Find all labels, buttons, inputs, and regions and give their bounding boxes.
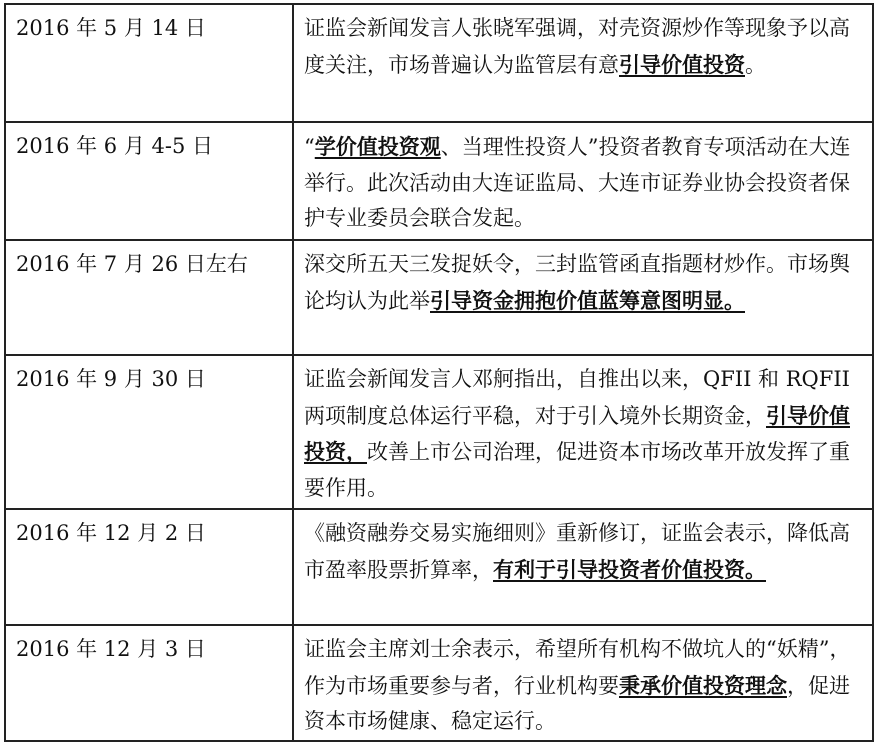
date-cell: 2016 年 9 月 30 日	[5, 355, 293, 509]
description-text: “	[304, 135, 315, 159]
highlighted-phrase: 学价值投资观	[314, 134, 441, 159]
description-text: 深交所五天三发捉妖令，三封监管函直指题材炒作。市场舆论均认为此举	[304, 252, 850, 313]
date-cell: 2016 年 12 月 3 日	[5, 625, 293, 741]
table-row	[5, 509, 873, 625]
highlighted-phrase: 有利于引导投资者价值投资。	[493, 556, 766, 582]
highlighted-phrase: 引导资金拥抱价值蓝筹意图明显。	[430, 287, 745, 313]
date-cell: 2016 年 12 月 2 日	[5, 509, 293, 625]
table-row	[5, 122, 873, 240]
highlighted-phrase: 引导价值投资	[619, 51, 745, 77]
table-row	[5, 4, 873, 122]
description-cell	[293, 240, 873, 355]
policy-events-table	[4, 3, 874, 742]
date-cell: 2016 年 6 月 4-5 日	[5, 122, 293, 240]
description-text: 《融资融券交易实施细则》重新修订，证监会表示，降低高市盈率股票折算率，	[304, 521, 850, 582]
table-row	[5, 355, 873, 509]
description-cell	[293, 355, 873, 509]
highlighted-phrase: 秉承价值投资理念	[619, 672, 787, 698]
description-text: 、当理性投资人”投资者教育专项活动在大连举行。此次活动由大连证监局、大连市证券业协会投资者保护专业委员会联合发起。	[304, 135, 851, 230]
description-text: 证监会主席刘士余表示，希望所有机构不做坑人的“妖精”，作为市场重要参与者，行业机构要	[304, 637, 851, 698]
description-text: ，促进资本市场健康、稳定运行。	[304, 673, 850, 733]
highlighted-phrase: 引导价值投资，	[304, 402, 850, 464]
description-text: 改善上市公司治理，促进资本市场改革开放发挥了重要作用。	[304, 440, 850, 500]
description-cell	[293, 4, 873, 122]
table-row	[5, 625, 873, 741]
description-text: 证监会新闻发言人张晓军强调，对壳资源炒作等现象予以高度关注，市场普遍认为监管层有意	[304, 16, 850, 77]
date-cell: 2016 年 7 月 26 日左右	[5, 240, 293, 355]
date-cell: 2016 年 5 月 14 日	[5, 4, 293, 122]
description-text: 证监会新闻发言人邓舸指出，自推出以来，QFII 和 RQFII 两项制度总体运行平稳，对于引入境外长期资金，	[304, 367, 850, 428]
description-text: 。	[745, 52, 766, 77]
description-cell	[293, 509, 873, 625]
table-row	[5, 240, 873, 355]
description-cell	[293, 625, 873, 741]
description-cell	[293, 122, 873, 240]
